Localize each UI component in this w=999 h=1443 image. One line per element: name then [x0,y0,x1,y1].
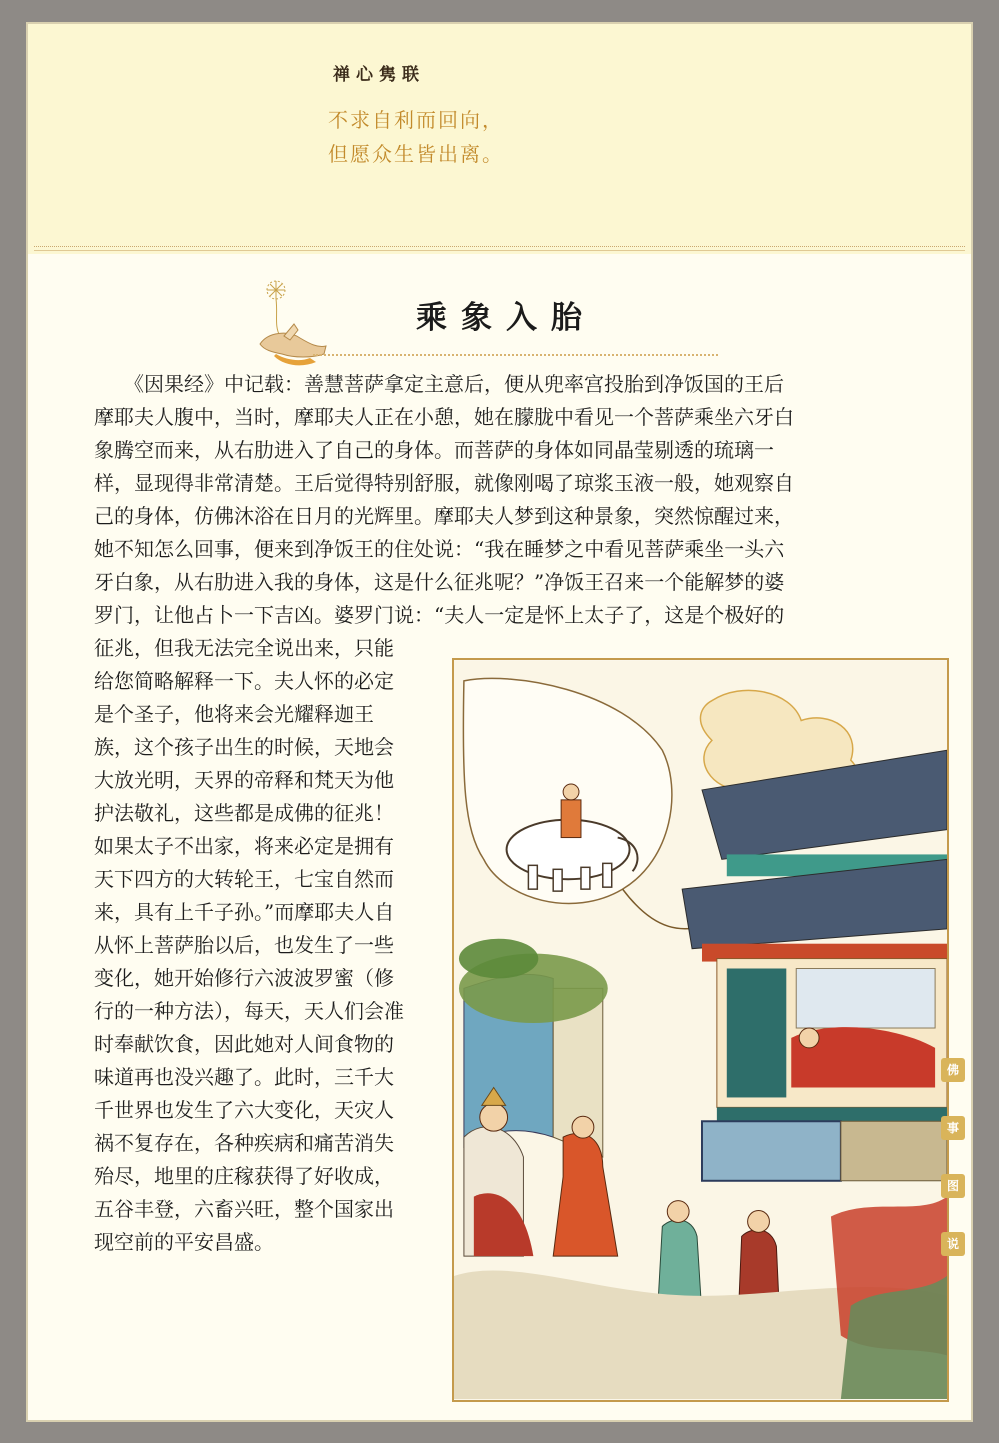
paragraph-line: 现空前的平安昌盛。 [94,1230,274,1254]
paragraph-line: 殆尽，地里的庄稼获得了好收成， [94,1164,394,1188]
paragraph-line: 族，这个孩子出生的时候，天地会 [94,735,394,759]
side-tab[interactable]: 说 [941,1232,965,1256]
paragraph-line: 她不知怎么回事，便来到净饭王的住处说：“我在睡梦之中看见菩萨乘坐一头六 [94,537,785,561]
article-body-narrow [94,632,464,1259]
side-tabs [941,1058,967,1290]
paragraph-line: 天下四方的大转轮王，七宝自然而 [94,867,394,891]
couplet-line-2: 但愿众生皆出离。 [328,142,504,166]
paragraph-line: 行的一种方法），每天，天人们会准 [94,999,404,1023]
paragraph-line: 给您简略解释一下。夫人怀的必定 [94,669,394,693]
side-tab[interactable]: 事 [941,1116,965,1140]
paragraph-line: 从怀上菩萨胎以后，也发生了一些 [94,933,394,957]
paragraph-line: 己的身体，仿佛沐浴在日月的光辉里。摩耶夫人梦到这种景象，突然惊醒过来， [94,504,794,528]
header-divider-solid [34,250,965,251]
paragraph-line: 祸不复存在，各种疾病和痛苦消失 [94,1131,394,1155]
paragraph-line: 护法敬礼，这些都是成佛的征兆！ [94,801,394,825]
paragraph-line: 征兆，但我无法完全说出来，只能 [94,636,394,660]
paragraph-line: 是个圣子，他将来会光耀释迦王 [94,702,374,726]
paragraph-line: 来，具有上千子孙。”而摩耶夫人自 [94,900,395,924]
paragraph-line: 罗门，让他占卜一下吉凶。婆罗门说：“夫人一定是怀上太子了，这是个极好的 [94,603,785,627]
side-tab[interactable]: 佛 [941,1058,965,1082]
dream-elephant-illustration [452,658,949,1402]
paragraph-line: 味道再也没兴趣了。此时，三千大 [94,1065,394,1089]
paragraph-line: 摩耶夫人腹中，当时，摩耶夫人正在小憩，她在朦胧中看见一个菩萨乘坐六牙白 [94,405,794,429]
paragraph-line: 大放光明，天界的帝释和梵天为他 [94,768,394,792]
couplet-line-1: 不求自利而回向， [328,108,504,132]
paragraph-line: 时奉献饮食，因此她对人间食物的 [94,1032,394,1056]
paragraph-line: 象腾空而来，从右肋进入了自己的身体。而菩萨的身体如同晶莹剔透的琉璃一 [94,438,774,462]
header-divider [34,246,965,247]
paragraph-line: 千世界也发生了六大变化，天灾人 [94,1098,394,1122]
paragraph-line: 五谷丰登，六畜兴旺，整个国家出 [94,1197,394,1221]
paragraph-line: 牙白象，从右肋进入我的身体，这是什么征兆呢？”净饭王召来一个能解梦的婆 [94,570,785,594]
paragraph-line: 如果太子不出家，将来必定是拥有 [94,834,394,858]
title-underline [313,354,718,356]
paragraph-line: 样，显现得非常清楚。王后觉得特别舒服，就像刚喝了琼浆玉液一般，她观察自 [94,471,794,495]
paragraph-line: 变化，她开始修行六波波罗蜜（修 [94,966,394,990]
article-title: 乘象入胎 [416,300,596,336]
article-body-wide [94,368,884,632]
book-page [26,22,973,1422]
side-tab[interactable]: 图 [941,1174,965,1198]
section-title: 禅心隽联 [333,65,425,85]
paragraph-line: 《因果经》中记载：善慧菩萨拿定主意后，便从兜率宫投胎到净饭国的王后 [94,372,784,396]
